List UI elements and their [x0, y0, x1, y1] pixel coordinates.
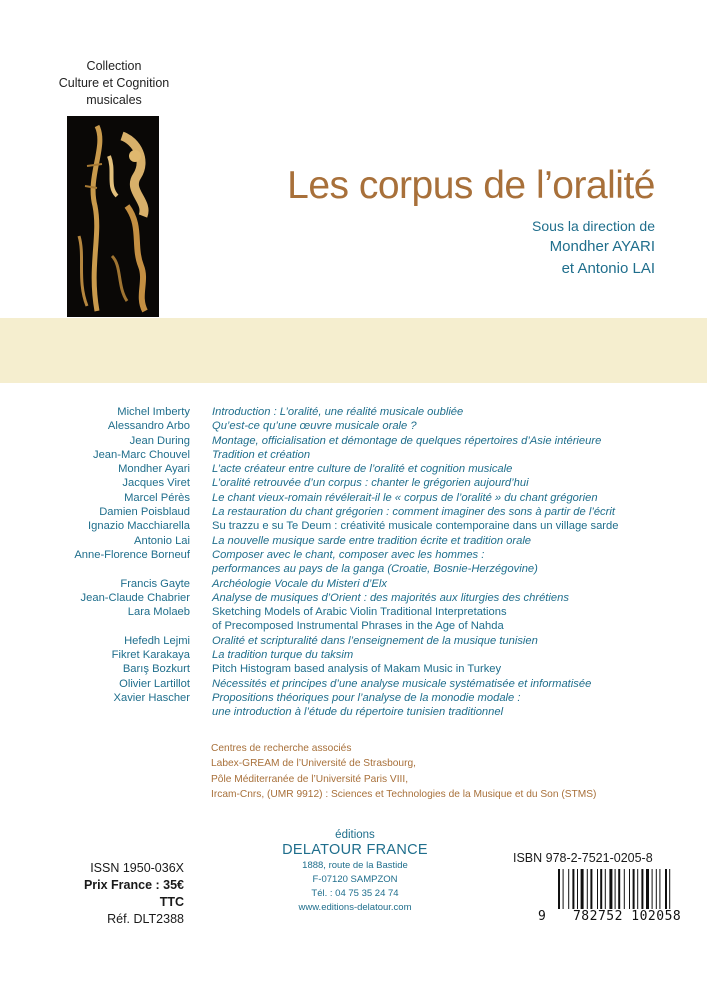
contents-row — [0, 605, 707, 619]
contents-author: Ignazio Macchiarella — [88, 520, 190, 533]
contents-title: Nécessités et principes d’une analyse musicale systématisée et informatisée — [212, 677, 592, 690]
publisher-phone: Tél. : 04 75 35 24 74 — [311, 888, 399, 899]
publisher-address-2: F-07120 SAMPZON — [312, 874, 398, 885]
price: Prix France : 35€ TTC — [83, 878, 184, 909]
collection-label — [56, 58, 172, 109]
contents-author: Jean-Claude Chabrier — [80, 591, 190, 604]
contents-title: Montage, officialisation et démontage de quelques répertoires d’Asie intérieure — [212, 434, 602, 447]
collection-line-2: Culture et Cognition — [58, 76, 170, 90]
contents-author: Damien Poisblaud — [99, 506, 190, 519]
editor-1: Mondher AYARI — [549, 238, 655, 255]
contents-title: Qu’est-ce qu’une œuvre musicale orale ? — [212, 420, 417, 433]
collection-line-1: Collection — [86, 59, 142, 73]
contents-row — [0, 548, 707, 562]
contents-author: Hefedh Lejmi — [124, 634, 190, 647]
contents-row — [0, 462, 707, 476]
book-info — [60, 860, 184, 928]
publisher-label: éditions — [335, 829, 375, 841]
contents-row — [0, 405, 707, 419]
contents-title: La nouvelle musique sarde entre tradition écrite et tradition orale — [212, 534, 532, 547]
contents-title: performances au pays de la ganga (Croatie, Bosnie-Herzégovine) — [212, 563, 538, 576]
contents-row — [0, 534, 707, 548]
contents-author: Antonio Lai — [134, 534, 190, 547]
editors-block — [532, 216, 655, 280]
contents-title: Composer avec le chant, composer avec les hommes : — [212, 548, 485, 561]
centres-line-1: Labex-GREAM de l’Université de Strasbourg, — [211, 758, 416, 770]
contents-row — [0, 691, 707, 705]
contents-title: une introduction à l’étude du répertoire tunisien traditionnel — [212, 706, 504, 719]
contents-author: Lara Molaeb — [127, 606, 190, 619]
barcode-digits: 782752 102058 — [572, 909, 682, 924]
barcode-lead-digit: 9 — [538, 909, 547, 924]
reference: Réf. DLT2388 — [107, 912, 184, 926]
contents-author: Michel Imberty — [117, 406, 190, 418]
centres-heading: Centres de recherche associés — [211, 743, 352, 754]
contents-row — [0, 419, 707, 433]
contents-author: Jacques Viret — [122, 477, 190, 490]
contents-row — [0, 591, 707, 605]
contents-author: Jean During — [129, 434, 190, 447]
barcode-number — [538, 909, 681, 924]
contents-author: Jean-Marc Chouvel — [92, 448, 190, 461]
contents-row — [0, 577, 707, 591]
contents-author: Marcel Pérès — [124, 491, 190, 504]
contents-row — [0, 662, 707, 676]
contents-row — [0, 434, 707, 448]
contents-row — [0, 476, 707, 490]
contents-title: La tradition turque du taksim — [212, 649, 354, 662]
isbn: ISBN 978-2-7521-0205-8 — [513, 851, 653, 865]
centres-line-2: Pôle Méditerranée de l’Université Paris VIII, — [211, 773, 409, 785]
publisher-block — [250, 829, 460, 915]
contents-row — [0, 648, 707, 662]
contents-row — [0, 705, 707, 719]
table-of-contents — [0, 405, 707, 720]
contents-title: Pitch Histogram based analysis of Makam Music in Turkey — [212, 663, 502, 676]
contents-row — [0, 634, 707, 648]
contents-row — [0, 562, 707, 576]
contents-title: Tradition et création — [212, 448, 311, 461]
contents-author: Olivier Lartillot — [119, 677, 190, 690]
research-centres — [211, 741, 596, 802]
contents-author: Anne-Florence Borneuf — [74, 548, 190, 561]
contents-title: Propositions théoriques pour l’analyse de la monodie modale : — [212, 691, 521, 704]
contents-row — [0, 677, 707, 691]
decorative-band — [0, 318, 707, 383]
book-title: Les corpus de l’oralité — [287, 164, 655, 207]
contents-author: Alessandro Arbo — [107, 420, 190, 433]
contents-title: Analyse de musiques d’Orient : des majorités aux liturgies des chrétiens — [212, 591, 569, 604]
contents-title: Sketching Models of Arabic Violin Traditional Interpretations — [212, 606, 507, 619]
contents-title: L’oralité retrouvée d’un corpus : chanter le grégorien aujourd’hui — [212, 477, 529, 490]
contents-title: Introduction : L’oralité, une réalité musicale oubliée — [212, 406, 464, 418]
contents-author: Francis Gayte — [120, 577, 190, 590]
editor-2: et Antonio LAI — [561, 260, 655, 277]
contents-author: Mondher Ayari — [118, 463, 190, 476]
contents-row — [0, 505, 707, 519]
collection-line-3: musicales — [86, 93, 142, 107]
contents-title: Le chant vieux-romain révélerait-il le « corpus de l’oralité » du chant grégorien — [212, 491, 598, 504]
contents-title: of Precomposed Instrumental Phrases in the Age of Nahda — [212, 620, 504, 633]
contents-author: Xavier Hascher — [113, 691, 190, 704]
issn: ISSN 1950-036X — [90, 861, 184, 875]
publisher-address-1: 1888, route de la Bastide — [302, 860, 408, 871]
contents-title: Archéologie Vocale du Misteri d’Elx — [212, 577, 387, 590]
cover-artwork-image — [67, 116, 159, 317]
contents-row — [0, 448, 707, 462]
contents-row — [0, 491, 707, 505]
centres-line-3: Ircam-Cnrs, (UMR 9912) : Sciences et Technologies de la Musique et du Son (STMS) — [211, 788, 597, 800]
contents-title: La restauration du chant grégorien : comment imaginer des sons à partir de l’écrit — [212, 506, 615, 519]
contents-author: Barış Bozkurt — [122, 663, 190, 676]
direction-label: Sous la direction de — [532, 218, 655, 234]
publisher-name: DELATOUR FRANCE — [282, 842, 428, 858]
contents-title: L’acte créateur entre culture de l’oralité et cognition musicale — [212, 463, 513, 476]
contents-row — [0, 619, 707, 633]
contents-author: Fikret Karakaya — [111, 649, 190, 662]
contents-title: Su trazzu e su Te Deum : créativité musicale contemporaine dans un village sarde — [212, 520, 619, 533]
contents-row — [0, 519, 707, 533]
contents-title: Oralité et scripturalité dans l’enseignement de la musique tunisien — [212, 634, 538, 647]
publisher-website: www.editions-delatour.com — [298, 902, 412, 913]
